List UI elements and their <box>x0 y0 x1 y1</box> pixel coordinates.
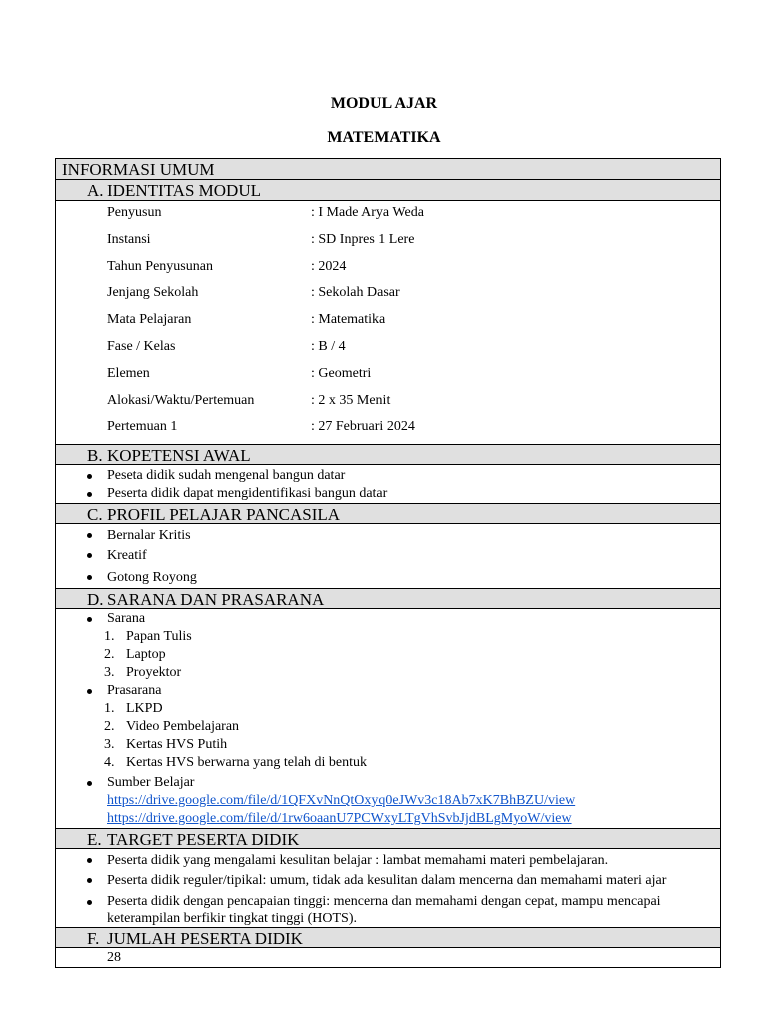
prasarana-item-label: Kertas HVS berwarna yang telah di bentuk <box>126 755 368 771</box>
sarana-item: 3. Proyektor <box>104 665 182 681</box>
list-item: Peserta didik dengan pencapaian tinggi: mencerna dan memahami dengan cepat, mampu mencapai keterampilan berfikir tingkat tinggi (HOTS). <box>56 893 720 927</box>
section-letter: C. <box>87 505 103 525</box>
section-title: IDENTITAS MODUL <box>107 181 261 200</box>
sarana-item: 1. Papan Tulis <box>104 629 192 645</box>
identitas-value: : Matematika <box>311 312 386 328</box>
identitas-key: Pertemuan 1 <box>107 419 178 435</box>
identitas-row <box>56 228 720 255</box>
section-letter: E. <box>87 830 102 850</box>
jumlah-value: 28 <box>107 950 121 966</box>
identitas-value: : I Made Arya Weda <box>311 205 424 220</box>
identitas-row <box>56 255 720 282</box>
identitas-key: Fase / Kelas <box>107 338 176 354</box>
identitas-key: Elemen <box>107 365 150 381</box>
identitas-key: Tahun Penyusunan <box>107 258 213 274</box>
list-item: Peserta didik yang mengalami kesulitan belajar : lambat memahami materi pembelajaran. <box>56 851 720 870</box>
section-title: KOPETENSI AWAL <box>107 446 251 466</box>
prasarana-item-label: Kertas HVS Putih <box>126 737 228 753</box>
sumber-link-1[interactable]: https://drive.google.com/file/d/1QFXvNnQtOxyq0eJWv3c18Ab7xK7BhBZU/view <box>107 793 576 809</box>
prasarana-item: 2. Video Pembelajaran <box>104 719 240 735</box>
section-letter: B. <box>87 446 103 466</box>
identitas-key: Mata Pelajaran <box>107 312 192 328</box>
identitas-row <box>56 389 720 416</box>
section-header-kompetensi <box>56 444 720 465</box>
list-item: Gotong Royong <box>56 568 720 588</box>
section-title: PROFIL PELAJAR PANCASILA <box>107 505 341 525</box>
list-item-sumber: Sumber Belajar <box>56 774 720 792</box>
identitas-value: : Geometri <box>311 365 372 381</box>
section-title: TARGET PESERTA DIDIK <box>107 830 300 850</box>
identitas-value: : Sekolah Dasar <box>311 285 400 301</box>
prasarana-item-label: LKPD <box>126 701 163 717</box>
identitas-value: : SD Inpres 1 Lere <box>311 231 415 247</box>
identitas-row <box>56 335 720 362</box>
document-title: MODUL AJAR <box>330 95 438 112</box>
identitas-value: : 2024 <box>311 258 347 274</box>
identitas-row <box>56 308 720 335</box>
target-body <box>56 849 720 927</box>
informasi-umum-header: INFORMASI UMUM <box>56 159 720 180</box>
identitas-key: Jenjang Sekolah <box>107 285 199 301</box>
section-title: JUMLAH PESERTA DIDIK <box>107 929 303 949</box>
sarana-body <box>56 609 720 828</box>
section-title: SARANA DAN PRASARANA <box>107 590 325 610</box>
sumber-link-2[interactable]: https://drive.google.com/file/d/1rw6oaanU7PCWxyLTgVhSvbJjdBLgMyoW/view <box>107 811 572 827</box>
identitas-key: Alokasi/Waktu/Pertemuan <box>107 392 255 408</box>
sarana-item-label: Proyektor <box>126 665 182 681</box>
jumlah-body <box>56 948 720 967</box>
list-item: Bernalar Kritis <box>56 526 720 546</box>
identitas-key: Instansi <box>107 231 151 247</box>
identitas-key: Penyusun <box>107 205 162 220</box>
section-letter: D. <box>87 590 104 610</box>
prasarana-item: 1. LKPD <box>104 701 163 717</box>
identitas-value: : B / 4 <box>311 338 346 354</box>
kompetensi-body <box>56 465 720 503</box>
identitas-row <box>56 201 720 228</box>
list-item-prasarana: Prasarana <box>56 682 720 700</box>
list-item: Peseta didik sudah mengenal bangun datar <box>56 467 720 485</box>
list-item-sarana: Sarana <box>56 610 720 628</box>
section-header-jumlah <box>56 927 720 948</box>
identitas-row <box>56 362 720 389</box>
document-subtitle: MATEMATIKA <box>327 129 441 146</box>
identitas-value: : 2 x 35 Menit <box>311 392 391 408</box>
list-item: Peserta didik dapat mengidentifikasi bangun datar <box>56 485 720 503</box>
section-header-identitas <box>56 180 720 201</box>
prasarana-item-label: Video Pembelajaran <box>126 719 240 735</box>
sarana-item-label: Papan Tulis <box>126 629 192 645</box>
section-letter: F. <box>87 929 100 949</box>
prasarana-item: 3. Kertas HVS Putih <box>104 737 228 753</box>
identitas-value: : 27 Februari 2024 <box>311 419 415 435</box>
identitas-row <box>56 281 720 308</box>
section-header-target <box>56 828 720 849</box>
module-table <box>55 158 721 968</box>
section-letter: A. <box>87 181 104 200</box>
section-header-sarana <box>56 588 720 609</box>
sarana-item: 2. Laptop <box>104 647 166 663</box>
sarana-item-label: Laptop <box>126 647 166 663</box>
profil-body <box>56 524 720 588</box>
section-header-profil <box>56 503 720 524</box>
prasarana-item: 4. Kertas HVS berwarna yang telah di bentuk <box>104 755 368 771</box>
identitas-body <box>56 201 720 444</box>
list-item: Kreatif <box>56 546 720 566</box>
list-item: Peserta didik reguler/tipikal: umum, tidak ada kesulitan dalam mencerna dan memahami materi ajar <box>56 871 720 890</box>
identitas-row <box>56 415 720 442</box>
